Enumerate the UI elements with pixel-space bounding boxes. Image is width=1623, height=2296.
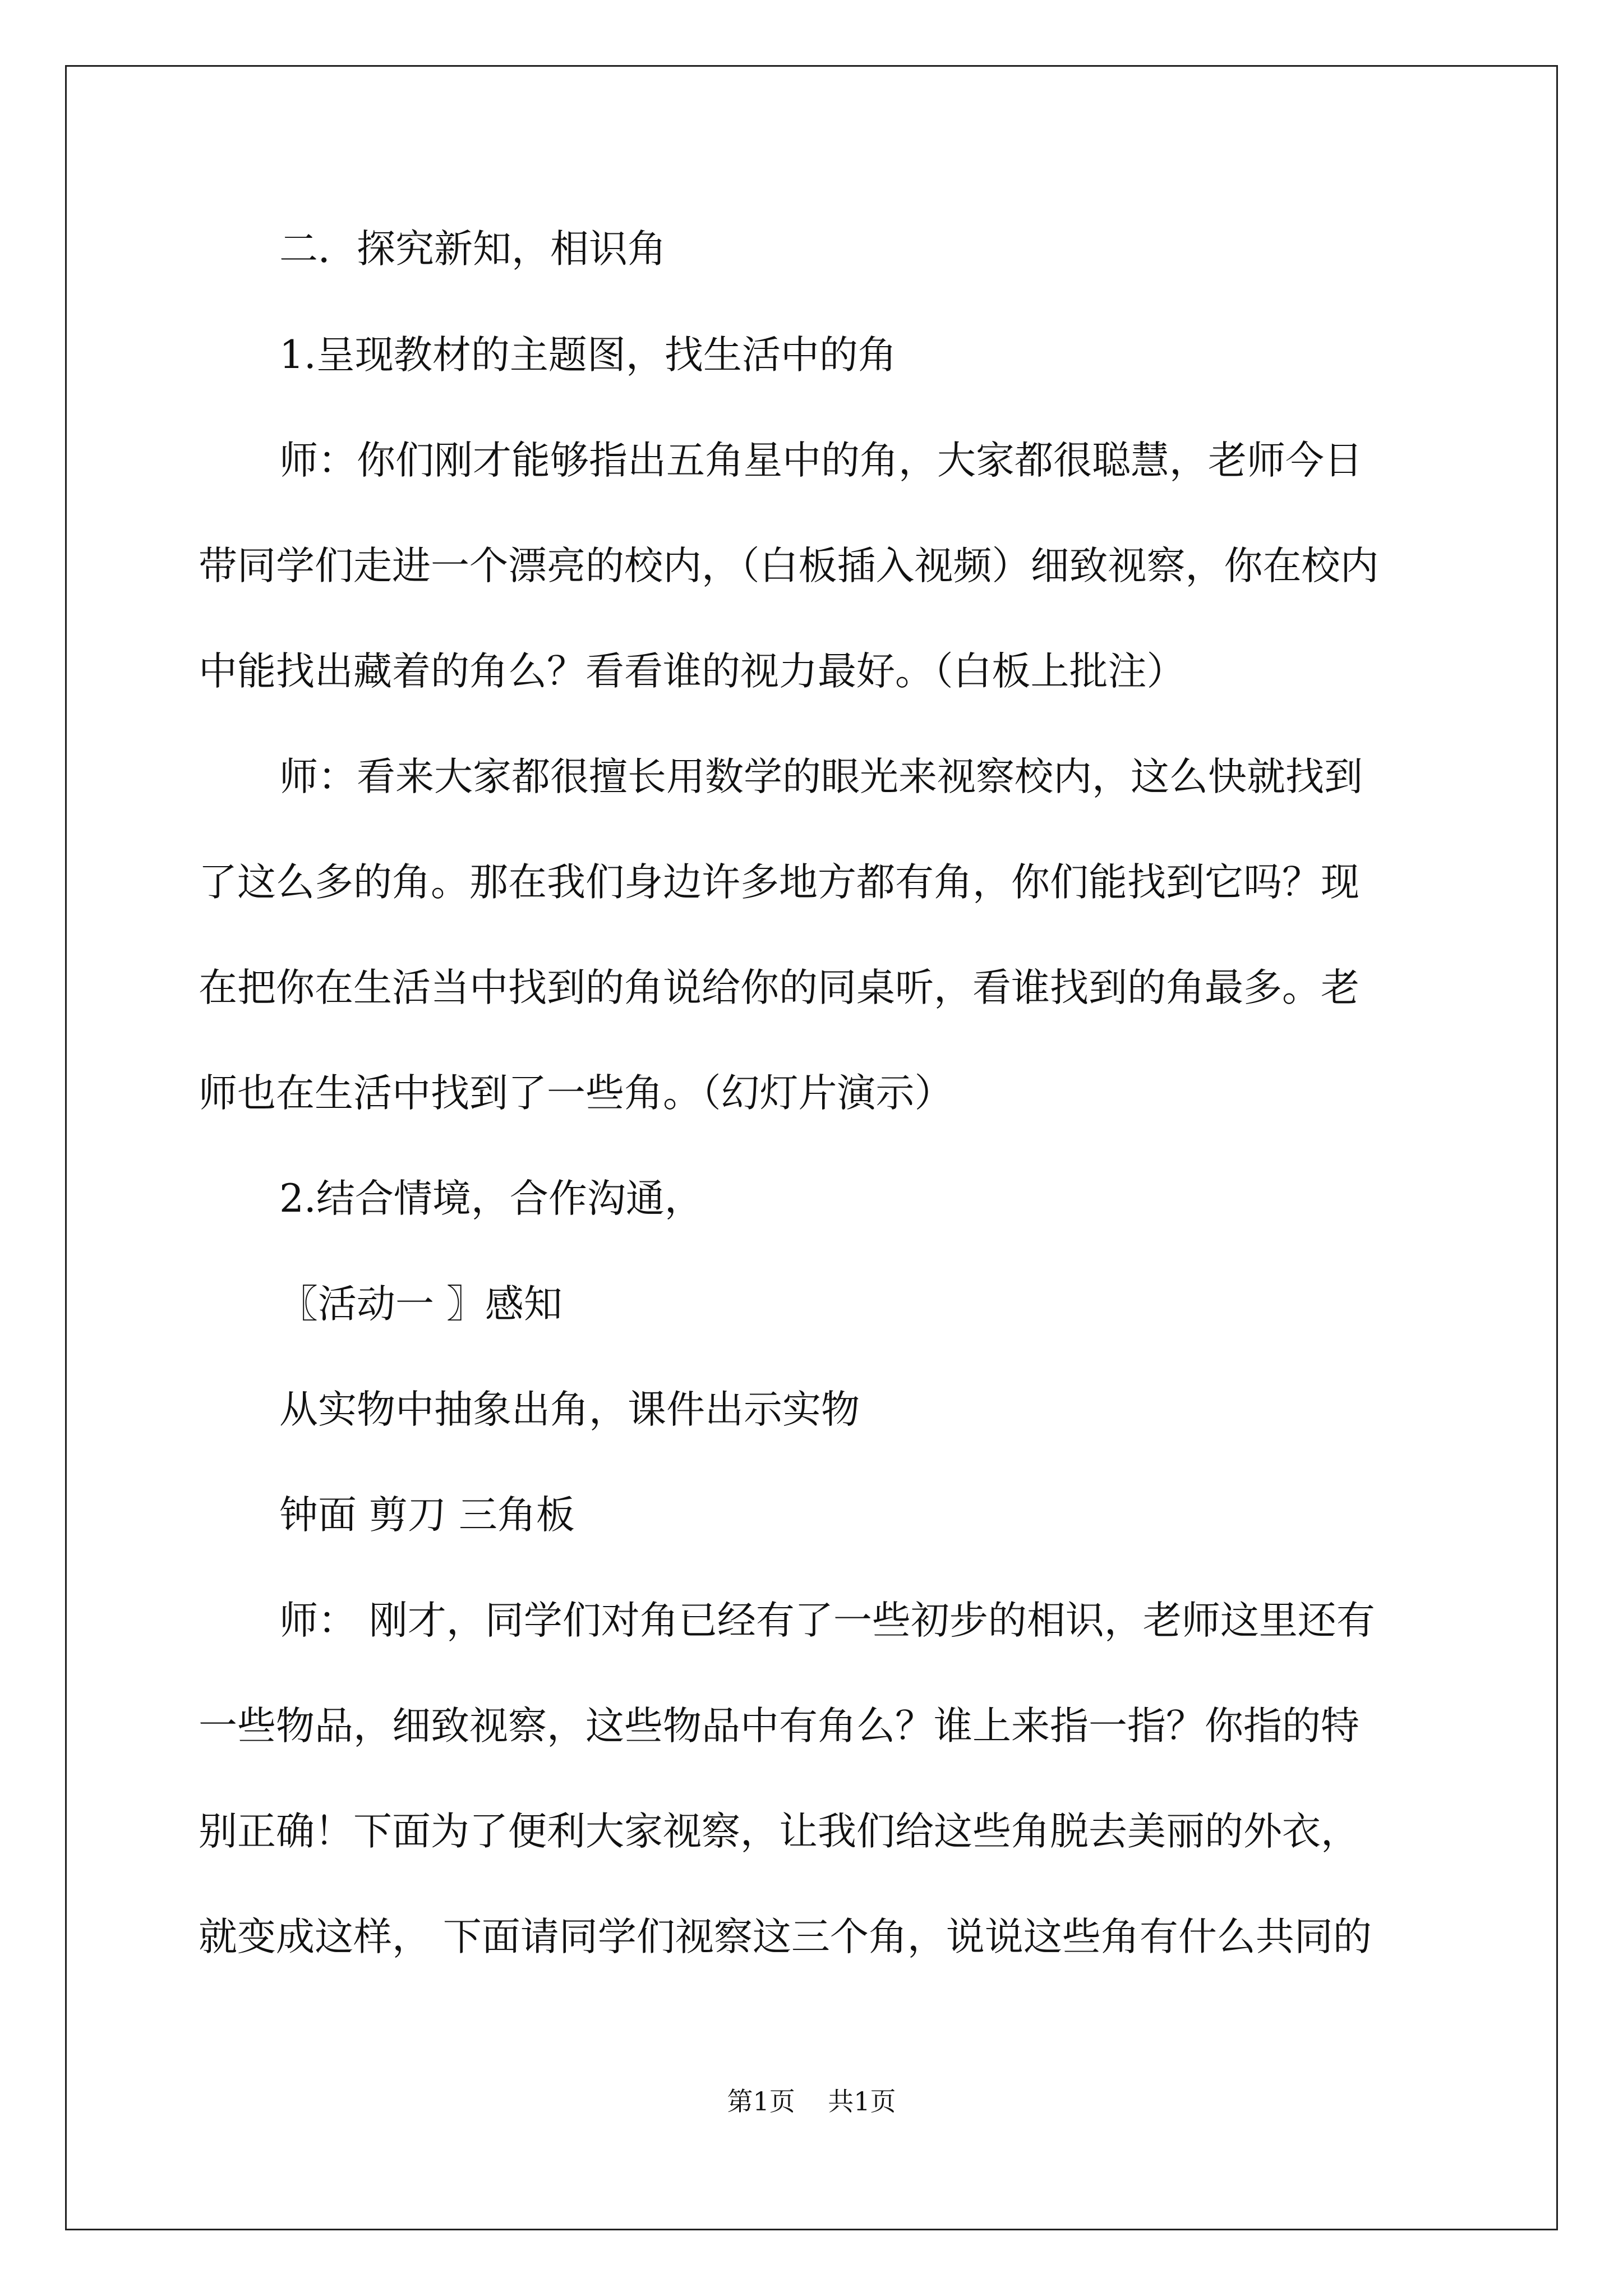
subheading-1: 1.呈现教材的主题图，找生活中的角 [279, 333, 897, 378]
page-number: 第1页 共1页 [727, 2086, 896, 2116]
paragraph-line: 从实物中抽象出角，课件出示实物 [279, 1387, 860, 1432]
section-heading: 二．探究新知，相识角 [279, 227, 666, 272]
object-list: 钟面 剪刀 三角板 [279, 1493, 575, 1538]
paragraph-line: 一些物品，细致视察，这些物品中有角么？谁上来指一指？你指的特 [199, 1704, 1359, 1749]
page-border [65, 65, 1558, 2230]
paragraph-line: 别正确！下面为了便利大家视察，让我们给这些角脱去美丽的外衣， [199, 1809, 1359, 1854]
paragraph-line: 了这么多的角。那在我们身边许多地方都有角，你们能找到它吗？现 [199, 860, 1359, 905]
activity-label: 〖活动一 〗感知 [279, 1282, 562, 1327]
paragraph-line: 师：看来大家都很擅长用数学的眼光来视察校内，这么快就找到 [279, 754, 1363, 799]
paragraph-line: 在把你在生活当中找到的角说给你的同桌听，看谁找到的角最多。老 [199, 965, 1359, 1010]
paragraph-line: 师也在生活中找到了一些角。（幻灯片演示） [199, 1071, 953, 1116]
subheading-2: 2.结合情境，合作沟通， [279, 1176, 703, 1221]
paragraph-line: 带同学们走进一个漂亮的校内，（白板插入视频）细致视察，你在校内 [199, 544, 1379, 588]
paragraph-line: 就变成这样， 下面请同学们视察这三个角，说说这些角有什么共同的 [199, 1915, 1372, 1959]
paragraph-line: 师：你们刚才能够指出五角星中的角，大家都很聪慧，老师今日 [279, 438, 1363, 483]
paragraph-line: 师： 刚才，同学们对角已经有了一些初步的相识，老师这里还有 [279, 1598, 1375, 1643]
paragraph-line: 中能找出藏着的角么？看看谁的视力最好。（白板上批注） [199, 649, 1186, 694]
